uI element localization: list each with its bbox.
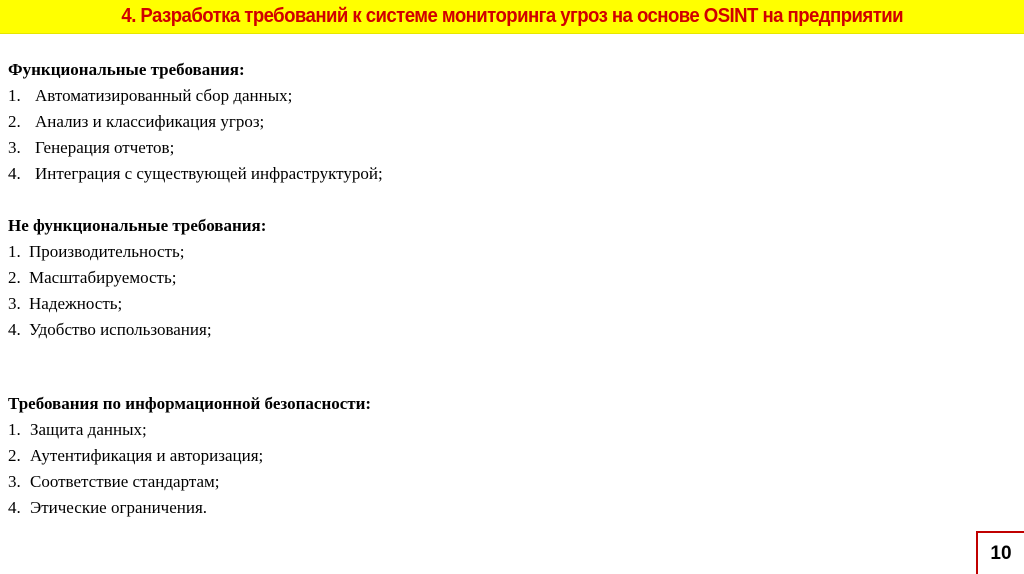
item-text: Интеграция с существующей инфраструктурой; [35, 164, 383, 183]
title-bar [0, 0, 1024, 34]
item-text: Этические ограничения. [30, 498, 208, 517]
item-number: 4. [8, 320, 21, 339]
item-text: Автоматизированный сбор данных; [35, 86, 293, 105]
list-item [8, 109, 908, 135]
item-text: Удобство использования; [29, 320, 212, 339]
list-item [8, 443, 908, 469]
item-number: 4. [8, 164, 21, 183]
item-text: Анализ и классификация угроз; [35, 112, 265, 131]
item-text: Масштабируемость; [29, 268, 177, 287]
item-text: Надежность; [29, 294, 123, 313]
item-number: 2. [8, 112, 21, 131]
functional-requirements-section [8, 57, 908, 187]
list-item [8, 265, 908, 291]
list-item [8, 161, 908, 187]
list-item [8, 469, 908, 495]
list-item [8, 135, 908, 161]
item-text: Генерация отчетов; [35, 138, 175, 157]
item-text: Аутентификация и авторизация; [30, 446, 264, 465]
list-item [8, 495, 908, 521]
page-number: 10 [990, 542, 1012, 564]
security-requirements-section [8, 391, 908, 521]
item-number: 3. [8, 138, 21, 157]
non-functional-requirements-section [8, 213, 908, 343]
section-heading: Не функциональные требования: [8, 216, 267, 235]
page-number-box [976, 531, 1024, 574]
item-text: Соответствие стандартам; [30, 472, 220, 491]
list-item [8, 317, 908, 343]
section-heading: Требования по информационной безопасности: [8, 394, 372, 413]
list-item [8, 83, 908, 109]
section-spacer [8, 187, 908, 213]
item-number: 2. [8, 268, 21, 287]
item-number: 2. [8, 446, 21, 465]
item-number: 1. [8, 420, 21, 439]
item-number: 4. [8, 498, 21, 517]
item-number: 3. [8, 294, 21, 313]
item-number: 1. [8, 86, 21, 105]
list-item [8, 291, 908, 317]
list-item [8, 417, 908, 443]
section-heading: Функциональные требования: [8, 60, 245, 79]
item-number: 3. [8, 472, 21, 491]
item-number: 1. [8, 242, 21, 261]
list-item [8, 239, 908, 265]
item-text: Защита данных; [30, 420, 147, 439]
slide-content [8, 57, 908, 521]
section-spacer [8, 343, 908, 391]
item-text: Производительность; [29, 242, 185, 261]
slide-title: 4. Разработка требований к системе мониторинга угроз на основе OSINT на предприятии [121, 5, 903, 27]
